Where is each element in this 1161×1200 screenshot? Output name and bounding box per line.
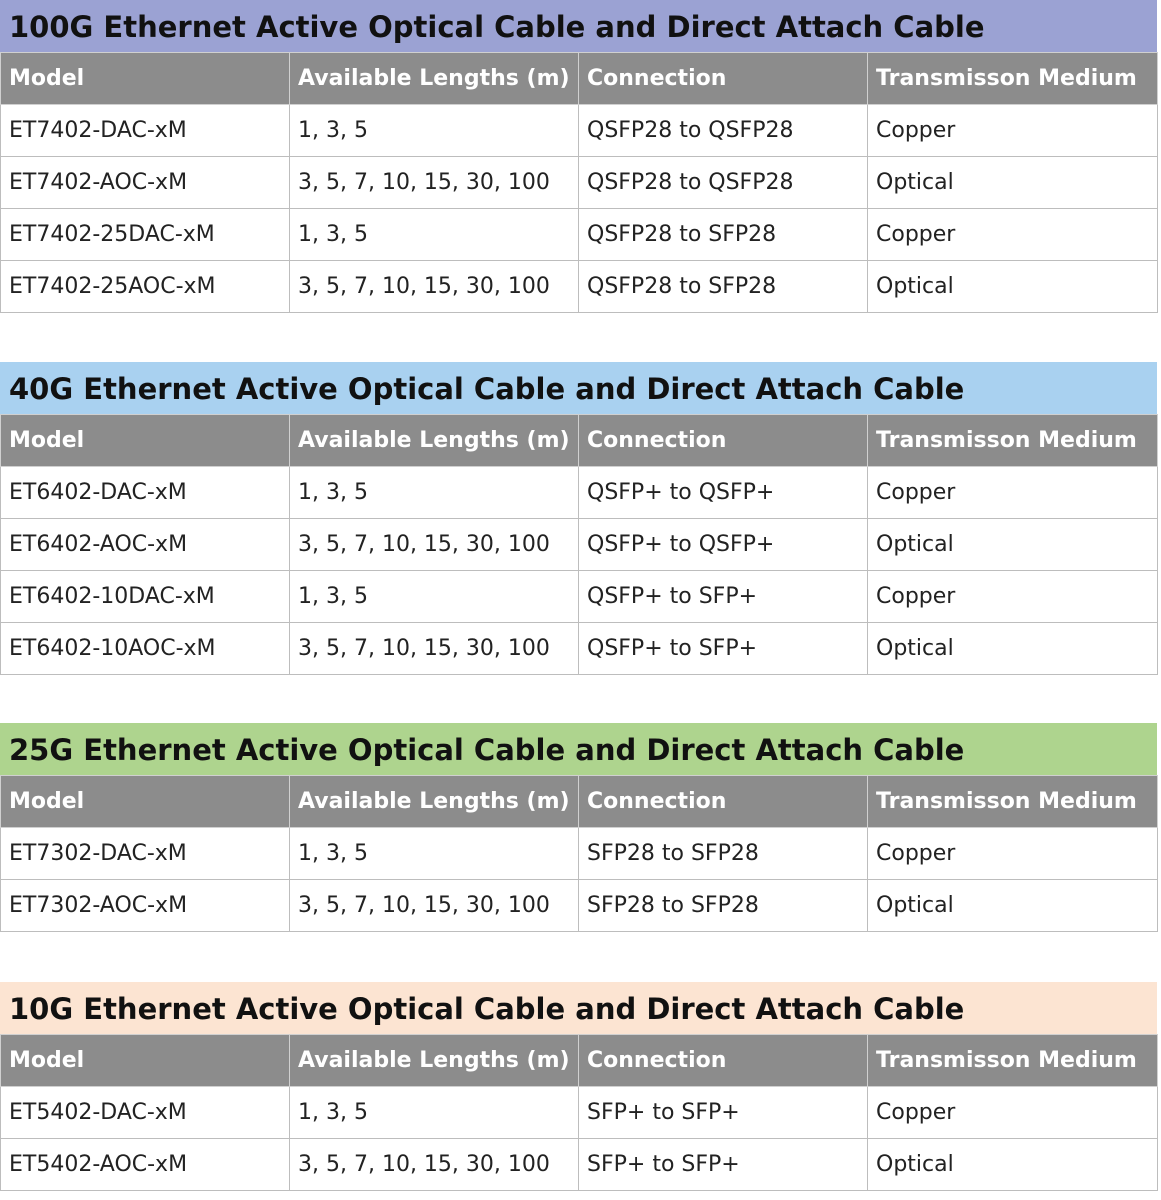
table-header-row <box>1 1035 1158 1087</box>
column-header: Model <box>1 415 290 467</box>
model-cell: ET7402-25DAC-xM <box>1 209 290 261</box>
section-title: 10G Ethernet Active Optical Cable and Direct Attach Cable <box>0 982 1157 1034</box>
cable-section <box>0 0 1157 313</box>
column-header: Transmisson Medium <box>868 53 1158 105</box>
column-header: Available Lengths (m) <box>290 1035 579 1087</box>
connection-cell: SFP28 to SFP28 <box>579 880 868 932</box>
medium-cell: Optical <box>868 1139 1158 1191</box>
connection-cell: QSFP28 to QSFP28 <box>579 105 868 157</box>
section-title: 40G Ethernet Active Optical Cable and Direct Attach Cable <box>0 362 1157 414</box>
lengths-cell: 3, 5, 7, 10, 15, 30, 100 <box>290 623 579 675</box>
lengths-cell: 1, 3, 5 <box>290 209 579 261</box>
table-row <box>1 1139 1158 1191</box>
model-cell: ET7402-DAC-xM <box>1 105 290 157</box>
medium-cell: Optical <box>868 623 1158 675</box>
column-header: Connection <box>579 1035 868 1087</box>
spec-table <box>0 1034 1158 1191</box>
column-header: Connection <box>579 415 868 467</box>
connection-cell: QSFP28 to SFP28 <box>579 261 868 313</box>
table-header-row <box>1 776 1158 828</box>
connection-cell: SFP+ to SFP+ <box>579 1087 868 1139</box>
column-header: Model <box>1 1035 290 1087</box>
lengths-cell: 3, 5, 7, 10, 15, 30, 100 <box>290 1139 579 1191</box>
column-header: Available Lengths (m) <box>290 776 579 828</box>
medium-cell: Optical <box>868 157 1158 209</box>
spec-table <box>0 414 1158 675</box>
table-row <box>1 261 1158 313</box>
section-title: 100G Ethernet Active Optical Cable and Direct Attach Cable <box>0 0 1157 52</box>
connection-cell: QSFP+ to SFP+ <box>579 571 868 623</box>
column-header: Connection <box>579 53 868 105</box>
column-header: Transmisson Medium <box>868 776 1158 828</box>
lengths-cell: 3, 5, 7, 10, 15, 30, 100 <box>290 519 579 571</box>
section-title: 25G Ethernet Active Optical Cable and Direct Attach Cable <box>0 723 1157 775</box>
lengths-cell: 1, 3, 5 <box>290 467 579 519</box>
table-row <box>1 828 1158 880</box>
column-header: Available Lengths (m) <box>290 415 579 467</box>
lengths-cell: 3, 5, 7, 10, 15, 30, 100 <box>290 157 579 209</box>
lengths-cell: 3, 5, 7, 10, 15, 30, 100 <box>290 261 579 313</box>
table-row <box>1 519 1158 571</box>
table-row <box>1 623 1158 675</box>
connection-cell: SFP+ to SFP+ <box>579 1139 868 1191</box>
column-header: Available Lengths (m) <box>290 53 579 105</box>
medium-cell: Copper <box>868 1087 1158 1139</box>
model-cell: ET6402-10DAC-xM <box>1 571 290 623</box>
medium-cell: Copper <box>868 828 1158 880</box>
table-row <box>1 157 1158 209</box>
model-cell: ET5402-AOC-xM <box>1 1139 290 1191</box>
medium-cell: Optical <box>868 519 1158 571</box>
lengths-cell: 1, 3, 5 <box>290 828 579 880</box>
cable-section <box>0 362 1157 675</box>
column-header: Transmisson Medium <box>868 415 1158 467</box>
column-header: Connection <box>579 776 868 828</box>
model-cell: ET6402-10AOC-xM <box>1 623 290 675</box>
medium-cell: Copper <box>868 571 1158 623</box>
table-row <box>1 105 1158 157</box>
model-cell: ET7402-AOC-xM <box>1 157 290 209</box>
spec-table <box>0 52 1158 313</box>
medium-cell: Optical <box>868 261 1158 313</box>
spec-table <box>0 775 1158 932</box>
table-row <box>1 467 1158 519</box>
model-cell: ET7302-AOC-xM <box>1 880 290 932</box>
table-row <box>1 1087 1158 1139</box>
connection-cell: QSFP+ to QSFP+ <box>579 519 868 571</box>
table-row <box>1 571 1158 623</box>
model-cell: ET7302-DAC-xM <box>1 828 290 880</box>
column-header: Model <box>1 776 290 828</box>
connection-cell: QSFP28 to SFP28 <box>579 209 868 261</box>
table-header-row <box>1 415 1158 467</box>
connection-cell: SFP28 to SFP28 <box>579 828 868 880</box>
lengths-cell: 1, 3, 5 <box>290 1087 579 1139</box>
cable-section <box>0 723 1157 932</box>
connection-cell: QSFP28 to QSFP28 <box>579 157 868 209</box>
connection-cell: QSFP+ to SFP+ <box>579 623 868 675</box>
model-cell: ET5402-DAC-xM <box>1 1087 290 1139</box>
medium-cell: Copper <box>868 209 1158 261</box>
medium-cell: Copper <box>868 105 1158 157</box>
lengths-cell: 3, 5, 7, 10, 15, 30, 100 <box>290 880 579 932</box>
model-cell: ET7402-25AOC-xM <box>1 261 290 313</box>
medium-cell: Copper <box>868 467 1158 519</box>
lengths-cell: 1, 3, 5 <box>290 105 579 157</box>
model-cell: ET6402-AOC-xM <box>1 519 290 571</box>
lengths-cell: 1, 3, 5 <box>290 571 579 623</box>
table-row <box>1 880 1158 932</box>
cable-section <box>0 982 1157 1191</box>
column-header: Model <box>1 53 290 105</box>
medium-cell: Optical <box>868 880 1158 932</box>
model-cell: ET6402-DAC-xM <box>1 467 290 519</box>
connection-cell: QSFP+ to QSFP+ <box>579 467 868 519</box>
table-row <box>1 209 1158 261</box>
column-header: Transmisson Medium <box>868 1035 1158 1087</box>
table-header-row <box>1 53 1158 105</box>
